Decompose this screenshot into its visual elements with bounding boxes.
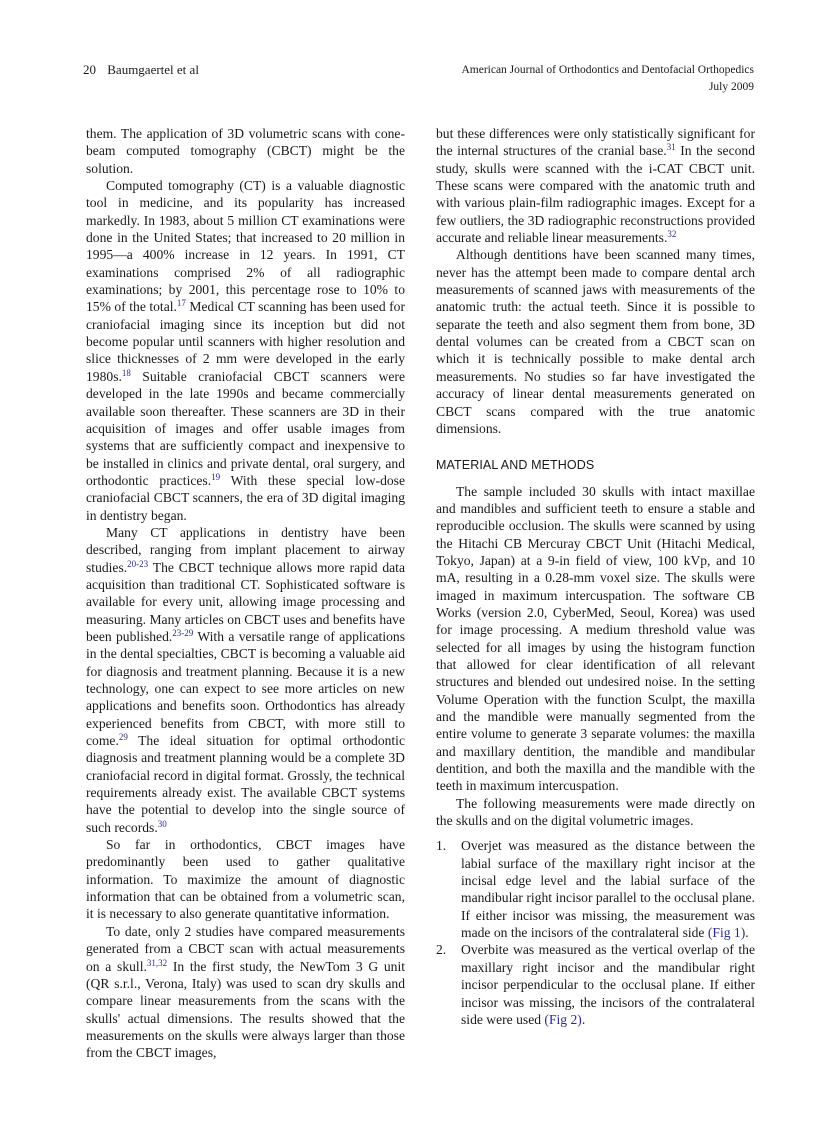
issue-date: July 2009: [708, 81, 754, 93]
paragraph: but these differences were only statistically significant for the internal structures of the cranial base.$^{31}$ In the second study, skulls were scanned with the i-CAT CBCT unit. These scans were compared with the anatomic truth and with various plain-film radiographic images. Except for a few outliers, the 3D radiographic reconstructions provided accurate and reliable linear measurements.$^{32}$: [436, 126, 756, 246]
paragraph: The sample included 30 skulls with intact maxillae and mandibles and sufficient teeth to ensure a stable and reproducible occlusion. The skulls were scanned by using the Hitachi CB Mercuray CBCT Unit (Hitachi Medical, Tokyo, Japan) at a 9-in field of view, 100 kVp, and 10 mA, resulting in a 0.28-mm voxel size. The skulls were imaged in maximum intercuspation. The software CB Works (version 2.0, CyberMed, Seoul, Korea) was used for image processing. A medium threshold value was selected for all images by using the histogram function that allowed for clear identification of all relevant structures and blended out undesired noise. In the setting Volume Operation with the function Sculpt, the maxilla and the mandible were manually segmented from the entire volume to generate 3 separate volumes: the maxilla and maxillary dentition, the mandible and mandibular dentition, and both the maxilla and the mandible with the teeth in maximum intercuspation.: [436, 483, 755, 794]
paragraph: The following measurements were made directly on the skulls and on the digital volumetric images.: [436, 795, 755, 829]
citation-link[interactable]: 31,32: [146, 957, 168, 968]
list-item: 1. Overjet was measured as the distance between the labial surface of the maxillary right incisor at the incisal edge level and the labial surface of the mandibular right incisor parallel to the occlusal plane. If either incisor was missing, the measurement was made on the incisors of the contralateral side (Fig 1).: [436, 838, 755, 941]
paragraph: Many CT applications in dentistry have been described, ranging from implant placement to airway studies.$^{20-23}$ The CBCT technique allows more rapid data acquisition than traditional CT. Sophisticated software is available for every unit, allowing image processing and measuring. Many articles on CBCT uses and benefits have been published.$^{23-29}$ With a versatile range of applications in the dental specialties, CBCT is becoming a valuable aid for diagnosis and treatment planning. Because it is a new technology, one can expect to see more articles on new applications and benefits soon. Orthodontics has already experienced benefits from CBCT, with more still to come.$^{29}$ The ideal situation for optimal orthodontic diagnosis and treatment planning would be a complete 3D craniofacial record in digital format. Grossly, the technical requirements already exist. The available CBCT systems have the potential to develop into the single source of such records.$^{30}$: [86, 524, 405, 835]
citation-link[interactable]: 19: [211, 471, 221, 482]
citation-link[interactable]: 20-23: [127, 558, 149, 569]
running-authors: Baumgaertel et al: [107, 62, 199, 77]
measurement-list: [436, 837, 755, 1028]
header-right: [461, 62, 754, 96]
citation-link[interactable]: 32: [667, 229, 677, 240]
paragraph: Computed tomography (CT) is a valuable diagnostic tool in medicine, and its popularity has increased markedly. In 1983, about 5 million CT examinations were done in the United States; that increased to 20 million in 1995—a 400% increase in 12 years. In 1991, CT examinations comprised 2% of all radiographic examinations; by 2001, this percentage rose to 10% to 15% of the total.$^{17}$ Medical CT scanning has been used for craniofacial imaging since its inception but did not become popular until scanners with higher resolution and slice thicknesses of 2 mm were developed in the early 1980s.$^{18}$ Suitable craniofacial CBCT scanners were developed in the late 1990s and became commercially available soon thereafter. These scanners are 3D in their acquisition of images and offer usable images from systems that are sufficiently compact and inexpensive to be installed in clinics and private dental, oral surgery, and orthodontic practices.$^{19}$ With these special low-dose craniofacial CBCT scanners, the era of 3D digital imaging in dentistry began.: [86, 178, 405, 523]
figure-link[interactable]: (Fig 1): [707, 925, 746, 941]
left-column: [86, 125, 405, 1062]
paragraph: To date, only 2 studies have compared measurements generated from a CBCT scan with actual measurements on a skull.$^{31,32}$ In the first study, the NewTom 3 G unit (QR s.r.l., Verona, Italy) was used to scan dry skulls and compare linear measurements from the scans with the skulls' actual dimensions. The results showed that the measurements on the skulls were always larger than those from the CBCT images,: [86, 923, 405, 1061]
paragraph: Although dentitions have been scanned many times, never has the attempt been made to compare dental arch measurements of scanned jaws with measurements of the anatomic truth: the actual teeth. Since it is possible to separate the teeth and also segment them from bone, 3D dental volumes can be created from a CBCT scan on which it is technically possible to make dental arch measurements. No studies so far have investigated the accuracy of linear dental measurements generated on CBCT scans compared with the true anatomic dimensions.: [436, 247, 755, 436]
paragraph: them. The application of 3D volumetric scans with cone-beam computed tomography (CBCT) might be the solution.: [86, 126, 405, 176]
citation-link[interactable]: 18: [121, 367, 131, 378]
paragraph: So far in orthodontics, CBCT images have predominantly been used to gather qualitative information. To maximize the amount of diagnostic information that can be obtained from a volumetric scan, it is necessary to also generate quantitative information.: [86, 837, 405, 922]
list-number: 1.: [436, 838, 447, 854]
journal-title: American Journal of Orthodontics and Dentofacial Orthopedics: [461, 64, 754, 76]
right-column: [436, 125, 755, 1028]
list-number: 2.: [436, 942, 447, 958]
citation-link[interactable]: 29: [118, 732, 128, 743]
figure-link[interactable]: (Fig 2): [544, 1011, 582, 1027]
citation-link[interactable]: 17: [176, 298, 186, 309]
citation-link[interactable]: 30: [157, 818, 167, 829]
citation-link[interactable]: 31: [666, 142, 676, 153]
header-left: [83, 62, 199, 78]
list-item: 2. Overbite was measured as the vertical overlap of the maxillary right incisor and the mandibular right incisor perpendicular to the occlusal plane. If either incisor was missing, the incisors of the contralateral side were used (Fig 2).: [436, 942, 755, 1027]
citation-link[interactable]: 23-29: [172, 627, 194, 638]
section-heading: MATERIAL AND METHODS: [436, 458, 595, 473]
page-number: 20: [83, 62, 96, 77]
